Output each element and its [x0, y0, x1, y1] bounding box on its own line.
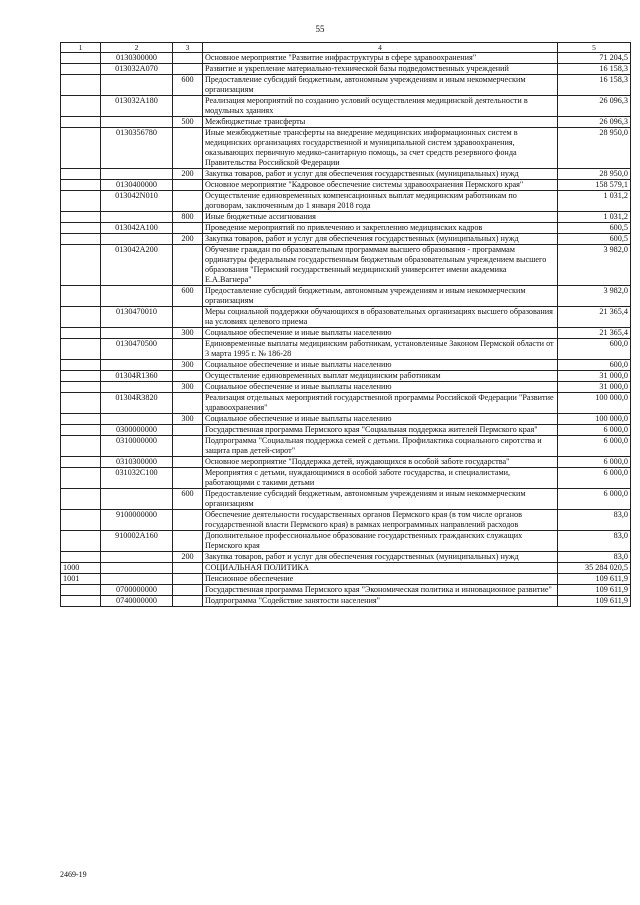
name-cell: Закупка товаров, работ и услуг для обеспечения государственных (муниципальных) нужд	[203, 234, 558, 245]
header-cell-target-article: 2	[101, 43, 173, 53]
amount-cell: 28 950,0	[558, 169, 631, 180]
name-cell: Иные бюджетные ассигнования	[203, 212, 558, 223]
expense-type-cell	[173, 531, 203, 552]
section-cell	[61, 191, 101, 212]
amount-cell: 16 158,3	[558, 64, 631, 75]
target-article-cell	[101, 212, 173, 223]
name-cell: Дополнительное профессиональное образование государственных гражданских служащих Пермского края	[203, 531, 558, 552]
name-cell: Подпрограмма "Содействие занятости населения"	[203, 596, 558, 607]
target-article-cell	[101, 328, 173, 339]
target-article-cell: 0130400000	[101, 180, 173, 191]
table-row	[61, 75, 631, 96]
target-article-cell	[101, 75, 173, 96]
expense-type-cell	[173, 596, 203, 607]
target-article-cell	[101, 489, 173, 510]
target-article-cell: 01304R1360	[101, 371, 173, 382]
expense-type-cell: 200	[173, 169, 203, 180]
table-row	[61, 128, 631, 169]
table-row	[61, 328, 631, 339]
amount-cell: 28 950,0	[558, 128, 631, 169]
amount-cell: 100 000,0	[558, 414, 631, 425]
target-article-cell	[101, 117, 173, 128]
target-article-cell: 9100000000	[101, 510, 173, 531]
amount-cell: 6 000,0	[558, 457, 631, 468]
section-cell	[61, 180, 101, 191]
table-row	[61, 212, 631, 223]
amount-cell: 1 031,2	[558, 212, 631, 223]
name-cell: Пенсионное обеспечение	[203, 574, 558, 585]
amount-cell: 158 579,1	[558, 180, 631, 191]
expense-type-cell: 800	[173, 212, 203, 223]
target-article-cell: 01304R3820	[101, 393, 173, 414]
table-row	[61, 286, 631, 307]
section-cell	[61, 117, 101, 128]
amount-cell: 3 982,0	[558, 286, 631, 307]
target-article-cell: 013032А070	[101, 64, 173, 75]
table-header-row	[61, 43, 631, 53]
amount-cell: 26 096,3	[558, 117, 631, 128]
amount-cell: 16 158,3	[558, 75, 631, 96]
expense-type-cell: 300	[173, 414, 203, 425]
expense-type-cell	[173, 563, 203, 574]
table-row	[61, 180, 631, 191]
amount-cell: 100 000,0	[558, 393, 631, 414]
name-cell: Подпрограмма "Социальная поддержка семей с детьми. Профилактика социального сиротства и защита прав детей-сирот"	[203, 436, 558, 457]
table-row	[61, 531, 631, 552]
section-cell	[61, 96, 101, 117]
name-cell: Социальное обеспечение и иные выплаты населению	[203, 328, 558, 339]
table-row	[61, 585, 631, 596]
name-cell: Осуществление единовременных выплат медицинским работникам	[203, 371, 558, 382]
section-cell	[61, 468, 101, 489]
table-row	[61, 53, 631, 64]
table-row	[61, 425, 631, 436]
amount-cell: 26 096,3	[558, 96, 631, 117]
expense-type-cell	[173, 339, 203, 360]
amount-cell: 109 611,9	[558, 596, 631, 607]
target-article-cell: 0310000000	[101, 436, 173, 457]
table-row	[61, 169, 631, 180]
table-row	[61, 117, 631, 128]
amount-cell: 3 982,0	[558, 245, 631, 286]
table-row	[61, 596, 631, 607]
section-cell	[61, 307, 101, 328]
amount-cell: 109 611,9	[558, 574, 631, 585]
name-cell: Единовременные выплаты медицинским работникам, установленные Законом Пермской области от 3 марта 1995 г. № 186-28	[203, 339, 558, 360]
name-cell: Иные межбюджетные трансферты на внедрение медицинских информационных систем в медицинских организациях государственной и муниципальной систем здравоохранения, оказывающих первичную медико-санитарную помощь, за счет средств резервного фонда Правительства Российской Федерации	[203, 128, 558, 169]
section-cell: 1000	[61, 563, 101, 574]
table-row	[61, 96, 631, 117]
section-cell	[61, 425, 101, 436]
target-article-cell: 0130300000	[101, 53, 173, 64]
name-cell: Предоставление субсидий бюджетным, автономным учреждениям и иным некоммерческим организациям	[203, 286, 558, 307]
table-row	[61, 234, 631, 245]
target-article-cell	[101, 234, 173, 245]
name-cell: Социальное обеспечение и иные выплаты населению	[203, 382, 558, 393]
table-row	[61, 393, 631, 414]
target-article-cell	[101, 360, 173, 371]
table-row	[61, 489, 631, 510]
target-article-cell: 0310300000	[101, 457, 173, 468]
expense-type-cell	[173, 425, 203, 436]
section-cell	[61, 234, 101, 245]
table-row	[61, 245, 631, 286]
section-cell: 1001	[61, 574, 101, 585]
amount-cell: 600,5	[558, 234, 631, 245]
target-article-cell	[101, 286, 173, 307]
target-article-cell: 031032С100	[101, 468, 173, 489]
header-cell-amount: 5	[558, 43, 631, 53]
expense-type-cell: 300	[173, 328, 203, 339]
table-body	[61, 53, 631, 607]
section-cell	[61, 552, 101, 563]
expense-type-cell: 600	[173, 286, 203, 307]
expense-type-cell: 200	[173, 552, 203, 563]
table-row	[61, 552, 631, 563]
name-cell: Закупка товаров, работ и услуг для обеспечения государственных (муниципальных) нужд	[203, 169, 558, 180]
amount-cell: 83,0	[558, 552, 631, 563]
target-article-cell: 910002А160	[101, 531, 173, 552]
section-cell	[61, 585, 101, 596]
amount-cell: 83,0	[558, 510, 631, 531]
table-row	[61, 191, 631, 212]
target-article-cell: 0130470010	[101, 307, 173, 328]
section-cell	[61, 457, 101, 468]
table-row	[61, 414, 631, 425]
section-cell	[61, 286, 101, 307]
name-cell: Закупка товаров, работ и услуг для обеспечения государственных (муниципальных) нужд	[203, 552, 558, 563]
expense-type-cell	[173, 393, 203, 414]
header-cell-expense-type: 3	[173, 43, 203, 53]
amount-cell: 600,5	[558, 223, 631, 234]
name-cell: СОЦИАЛЬНАЯ ПОЛИТИКА	[203, 563, 558, 574]
name-cell: Государственная программа Пермского края "Экономическая политика и инновационное развитие"	[203, 585, 558, 596]
table-row	[61, 436, 631, 457]
section-cell	[61, 393, 101, 414]
name-cell: Основное мероприятие "Кадровое обеспечение системы здравоохранения Пермского края"	[203, 180, 558, 191]
section-cell	[61, 75, 101, 96]
expense-type-cell	[173, 585, 203, 596]
table-row	[61, 457, 631, 468]
table-row	[61, 360, 631, 371]
target-article-cell	[101, 563, 173, 574]
expense-type-cell	[173, 223, 203, 234]
table-row	[61, 339, 631, 360]
target-article-cell: 013042А100	[101, 223, 173, 234]
expense-type-cell	[173, 468, 203, 489]
expense-type-cell	[173, 64, 203, 75]
name-cell: Меры социальной поддержки обучающихся в образовательных организациях высшего образования на условиях целевого приема	[203, 307, 558, 328]
amount-cell: 21 365,4	[558, 328, 631, 339]
expense-type-cell: 500	[173, 117, 203, 128]
name-cell: Социальное обеспечение и иные выплаты населению	[203, 360, 558, 371]
table-row	[61, 510, 631, 531]
expense-type-cell	[173, 457, 203, 468]
target-article-cell: 0740000000	[101, 596, 173, 607]
page-number: 55	[315, 24, 325, 34]
name-cell: Обеспечение деятельности государственных органов Пермского края (в том числе органов государственной власти Пермского края) в рамках непрограммных направлений расходов	[203, 510, 558, 531]
expense-type-cell	[173, 191, 203, 212]
amount-cell: 31 000,0	[558, 371, 631, 382]
section-cell	[61, 53, 101, 64]
target-article-cell: 0130470500	[101, 339, 173, 360]
section-cell	[61, 360, 101, 371]
name-cell: Основное мероприятие "Поддержка детей, нуждающихся в особой заботе государства"	[203, 457, 558, 468]
name-cell: Проведение мероприятий по привлечению и закреплению медицинских кадров	[203, 223, 558, 234]
amount-cell: 109 611,9	[558, 585, 631, 596]
target-article-cell	[101, 169, 173, 180]
target-article-cell: 0700000000	[101, 585, 173, 596]
expense-type-cell: 600	[173, 489, 203, 510]
amount-cell: 71 204,5	[558, 53, 631, 64]
name-cell: Государственная программа Пермского края "Социальная поддержка жителей Пермского края"	[203, 425, 558, 436]
expense-type-cell	[173, 510, 203, 531]
amount-cell: 31 000,0	[558, 382, 631, 393]
target-article-cell	[101, 382, 173, 393]
amount-cell: 6 000,0	[558, 436, 631, 457]
section-cell	[61, 382, 101, 393]
amount-cell: 6 000,0	[558, 468, 631, 489]
expense-type-cell: 300	[173, 360, 203, 371]
table-row	[61, 307, 631, 328]
section-cell	[61, 489, 101, 510]
amount-cell: 600,0	[558, 339, 631, 360]
expense-type-cell	[173, 371, 203, 382]
table-row	[61, 382, 631, 393]
budget-table	[60, 42, 631, 607]
expense-type-cell	[173, 128, 203, 169]
section-cell	[61, 339, 101, 360]
target-article-cell: 013032А180	[101, 96, 173, 117]
section-cell	[61, 371, 101, 382]
expense-type-cell: 200	[173, 234, 203, 245]
header-cell-name: 4	[203, 43, 558, 53]
name-cell: Обучение граждан по образовательным программам высшего образования - программам ординатуры федеральным государственным бюджетным образовательным учреждением высшего образования "Пермский государственный медицинский университет имени академика Е.А.Вагнера"	[203, 245, 558, 286]
table-row	[61, 563, 631, 574]
target-article-cell	[101, 414, 173, 425]
table-row	[61, 371, 631, 382]
section-cell	[61, 328, 101, 339]
target-article-cell: 0300000000	[101, 425, 173, 436]
expense-type-cell: 600	[173, 75, 203, 96]
name-cell: Реализация мероприятий по созданию условий осуществления медицинской деятельности в модульных зданиях	[203, 96, 558, 117]
expense-type-cell	[173, 307, 203, 328]
expense-type-cell	[173, 574, 203, 585]
name-cell: Мероприятия с детьми, нуждающимися в особой заботе государства, и специалистами, работающими с такими детьми	[203, 468, 558, 489]
amount-cell: 35 284 020,5	[558, 563, 631, 574]
table-row	[61, 468, 631, 489]
target-article-cell: 013042А200	[101, 245, 173, 286]
target-article-cell	[101, 552, 173, 563]
amount-cell: 600,0	[558, 360, 631, 371]
section-cell	[61, 596, 101, 607]
table-row	[61, 64, 631, 75]
header-cell-section: 1	[61, 43, 101, 53]
target-article-cell: 013042N010	[101, 191, 173, 212]
amount-cell: 21 365,4	[558, 307, 631, 328]
table-row	[61, 574, 631, 585]
section-cell	[61, 414, 101, 425]
expense-type-cell: 300	[173, 382, 203, 393]
amount-cell: 6 000,0	[558, 489, 631, 510]
document-code: 2469-19	[60, 870, 87, 879]
section-cell	[61, 436, 101, 457]
name-cell: Основное мероприятие "Развитие инфраструктуры в сфере здравоохранения"	[203, 53, 558, 64]
section-cell	[61, 245, 101, 286]
name-cell: Реализация отдельных мероприятий государственной программы Российской Федерации "Развитие здравоохранения"	[203, 393, 558, 414]
table-row	[61, 223, 631, 234]
section-cell	[61, 531, 101, 552]
expense-type-cell	[173, 53, 203, 64]
expense-type-cell	[173, 96, 203, 117]
section-cell	[61, 212, 101, 223]
amount-cell: 6 000,0	[558, 425, 631, 436]
expense-type-cell	[173, 180, 203, 191]
name-cell: Предоставление субсидий бюджетным, автономным учреждениям и иным некоммерческим организациям	[203, 75, 558, 96]
name-cell: Социальное обеспечение и иные выплаты населению	[203, 414, 558, 425]
expense-type-cell	[173, 245, 203, 286]
amount-cell: 1 031,2	[558, 191, 631, 212]
section-cell	[61, 64, 101, 75]
amount-cell: 83,0	[558, 531, 631, 552]
name-cell: Развитие и укрепление материально-технической базы подведомственных учреждений	[203, 64, 558, 75]
section-cell	[61, 128, 101, 169]
name-cell: Осуществление единовременных компенсационных выплат медицинским работникам по договорам, заключенным до 1 января 2018 года	[203, 191, 558, 212]
name-cell: Межбюджетные трансферты	[203, 117, 558, 128]
section-cell	[61, 169, 101, 180]
target-article-cell: 0130356780	[101, 128, 173, 169]
target-article-cell	[101, 574, 173, 585]
section-cell	[61, 510, 101, 531]
section-cell	[61, 223, 101, 234]
name-cell: Предоставление субсидий бюджетным, автономным учреждениям и иным некоммерческим организациям	[203, 489, 558, 510]
expense-type-cell	[173, 436, 203, 457]
